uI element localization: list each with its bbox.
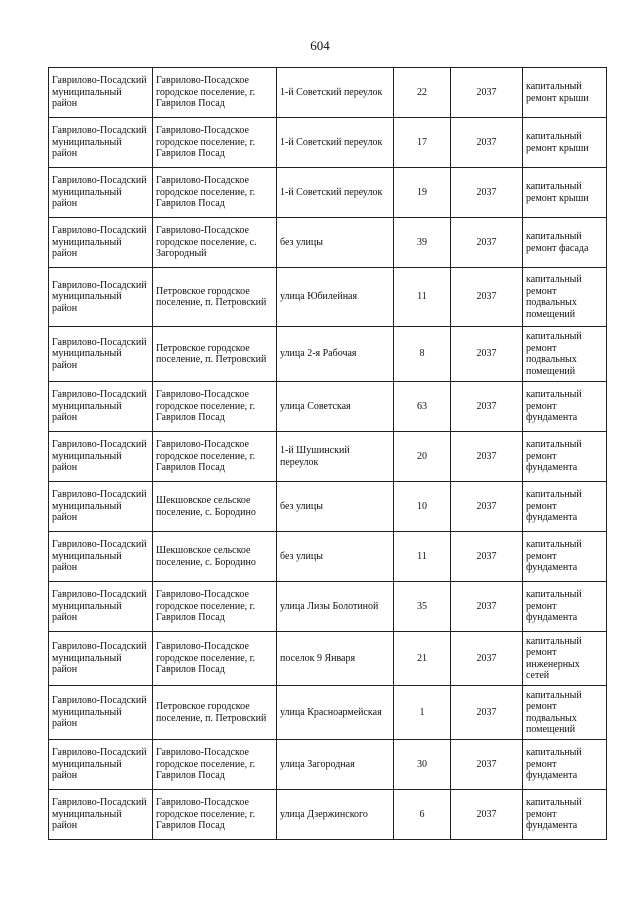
settlement-cell: Шекшовское сельское поселение, с. Бородино (153, 482, 277, 532)
house-number-cell: 35 (394, 582, 451, 632)
settlement-cell: Гаврилово-Посадское городское поселение, г. Гаврилов Посад (153, 118, 277, 168)
house-number-cell: 19 (394, 168, 451, 218)
year-cell: 2037 (451, 532, 523, 582)
year-cell: 2037 (451, 582, 523, 632)
settlement-cell: Гаврилово-Посадское городское поселение, г. Гаврилов Посад (153, 632, 277, 686)
settlement-cell: Шекшовское сельское поселение, с. Бородино (153, 532, 277, 582)
house-number-cell: 22 (394, 68, 451, 118)
street-cell: улица Дзержинского (277, 790, 394, 840)
district-cell: Гаврилово-Посадский муниципальный район (49, 740, 153, 790)
settlement-cell: Петровское городское поселение, п. Петровский (153, 268, 277, 327)
work-type-cell: капитальный ремонт крыши (523, 118, 607, 168)
settlement-cell: Гаврилово-Посадское городское поселение, г. Гаврилов Посад (153, 382, 277, 432)
street-cell: улица Лизы Болотиной (277, 582, 394, 632)
house-number-cell: 10 (394, 482, 451, 532)
settlement-cell: Гаврилово-Посадское городское поселение, г. Гаврилов Посад (153, 432, 277, 482)
district-cell: Гаврилово-Посадский муниципальный район (49, 327, 153, 382)
year-cell: 2037 (451, 632, 523, 686)
street-cell: без улицы (277, 218, 394, 268)
district-cell: Гаврилово-Посадский муниципальный район (49, 68, 153, 118)
house-number-cell: 63 (394, 382, 451, 432)
street-cell: без улицы (277, 482, 394, 532)
year-cell: 2037 (451, 327, 523, 382)
house-number-cell: 39 (394, 218, 451, 268)
table-row (49, 582, 607, 632)
district-cell: Гаврилово-Посадский муниципальный район (49, 532, 153, 582)
table-row (49, 686, 607, 740)
table-row (49, 740, 607, 790)
street-cell: улица Юбилейная (277, 268, 394, 327)
work-type-cell: капитальный ремонт фундамента (523, 582, 607, 632)
district-cell: Гаврилово-Посадский муниципальный район (49, 218, 153, 268)
table-row (49, 327, 607, 382)
street-cell: 1-й Шушинский переулок (277, 432, 394, 482)
district-cell: Гаврилово-Посадский муниципальный район (49, 382, 153, 432)
table-row (49, 532, 607, 582)
year-cell: 2037 (451, 790, 523, 840)
year-cell: 2037 (451, 686, 523, 740)
house-number-cell: 6 (394, 790, 451, 840)
year-cell: 2037 (451, 382, 523, 432)
street-cell: 1-й Советский переулок (277, 168, 394, 218)
repair-registry-table (48, 67, 607, 840)
street-cell: улица 2-я Рабочая (277, 327, 394, 382)
district-cell: Гаврилово-Посадский муниципальный район (49, 582, 153, 632)
settlement-cell: Гаврилово-Посадское городское поселение, г. Гаврилов Посад (153, 790, 277, 840)
settlement-cell: Гаврилово-Посадское городское поселение, с. Загородный (153, 218, 277, 268)
work-type-cell: капитальный ремонт фундамента (523, 432, 607, 482)
district-cell: Гаврилово-Посадский муниципальный район (49, 268, 153, 327)
work-type-cell: капитальный ремонт крыши (523, 168, 607, 218)
work-type-cell: капитальный ремонт подвальных помещений (523, 327, 607, 382)
year-cell: 2037 (451, 482, 523, 532)
street-cell: 1-й Советский переулок (277, 68, 394, 118)
street-cell: 1-й Советский переулок (277, 118, 394, 168)
house-number-cell: 17 (394, 118, 451, 168)
settlement-cell: Петровское городское поселение, п. Петровский (153, 686, 277, 740)
table-row (49, 432, 607, 482)
table-body (49, 68, 607, 840)
district-cell: Гаврилово-Посадский муниципальный район (49, 168, 153, 218)
house-number-cell: 11 (394, 268, 451, 327)
district-cell: Гаврилово-Посадский муниципальный район (49, 632, 153, 686)
work-type-cell: капитальный ремонт фундамента (523, 532, 607, 582)
settlement-cell: Гаврилово-Посадское городское поселение, г. Гаврилов Посад (153, 582, 277, 632)
table-row (49, 218, 607, 268)
year-cell: 2037 (451, 218, 523, 268)
house-number-cell: 1 (394, 686, 451, 740)
table-row (49, 118, 607, 168)
work-type-cell: капитальный ремонт фундамента (523, 482, 607, 532)
table-row (49, 482, 607, 532)
settlement-cell: Гаврилово-Посадское городское поселение, г. Гаврилов Посад (153, 740, 277, 790)
year-cell: 2037 (451, 432, 523, 482)
work-type-cell: капитальный ремонт крыши (523, 68, 607, 118)
year-cell: 2037 (451, 268, 523, 327)
house-number-cell: 21 (394, 632, 451, 686)
settlement-cell: Гаврилово-Посадское городское поселение, г. Гаврилов Посад (153, 168, 277, 218)
table-row (49, 268, 607, 327)
work-type-cell: капитальный ремонт подвальных помещений (523, 686, 607, 740)
table-row (49, 168, 607, 218)
page-number: 604 (310, 38, 330, 53)
work-type-cell: капитальный ремонт фундамента (523, 382, 607, 432)
year-cell: 2037 (451, 168, 523, 218)
district-cell: Гаврилово-Посадский муниципальный район (49, 686, 153, 740)
house-number-cell: 8 (394, 327, 451, 382)
settlement-cell: Гаврилово-Посадское городское поселение, г. Гаврилов Посад (153, 68, 277, 118)
work-type-cell: капитальный ремонт инженерных сетей (523, 632, 607, 686)
house-number-cell: 20 (394, 432, 451, 482)
table-row (49, 790, 607, 840)
street-cell: улица Советская (277, 382, 394, 432)
work-type-cell: капитальный ремонт фундамента (523, 740, 607, 790)
table-row (49, 632, 607, 686)
district-cell: Гаврилово-Посадский муниципальный район (49, 482, 153, 532)
table-row (49, 68, 607, 118)
year-cell: 2037 (451, 740, 523, 790)
work-type-cell: капитальный ремонт подвальных помещений (523, 268, 607, 327)
district-cell: Гаврилово-Посадский муниципальный район (49, 432, 153, 482)
settlement-cell: Петровское городское поселение, п. Петровский (153, 327, 277, 382)
street-cell: без улицы (277, 532, 394, 582)
district-cell: Гаврилово-Посадский муниципальный район (49, 790, 153, 840)
street-cell: поселок 9 Января (277, 632, 394, 686)
year-cell: 2037 (451, 68, 523, 118)
street-cell: улица Красноармейская (277, 686, 394, 740)
street-cell: улица Загородная (277, 740, 394, 790)
year-cell: 2037 (451, 118, 523, 168)
work-type-cell: капитальный ремонт фундамента (523, 790, 607, 840)
house-number-cell: 11 (394, 532, 451, 582)
table-row (49, 382, 607, 432)
house-number-cell: 30 (394, 740, 451, 790)
district-cell: Гаврилово-Посадский муниципальный район (49, 118, 153, 168)
work-type-cell: капитальный ремонт фасада (523, 218, 607, 268)
